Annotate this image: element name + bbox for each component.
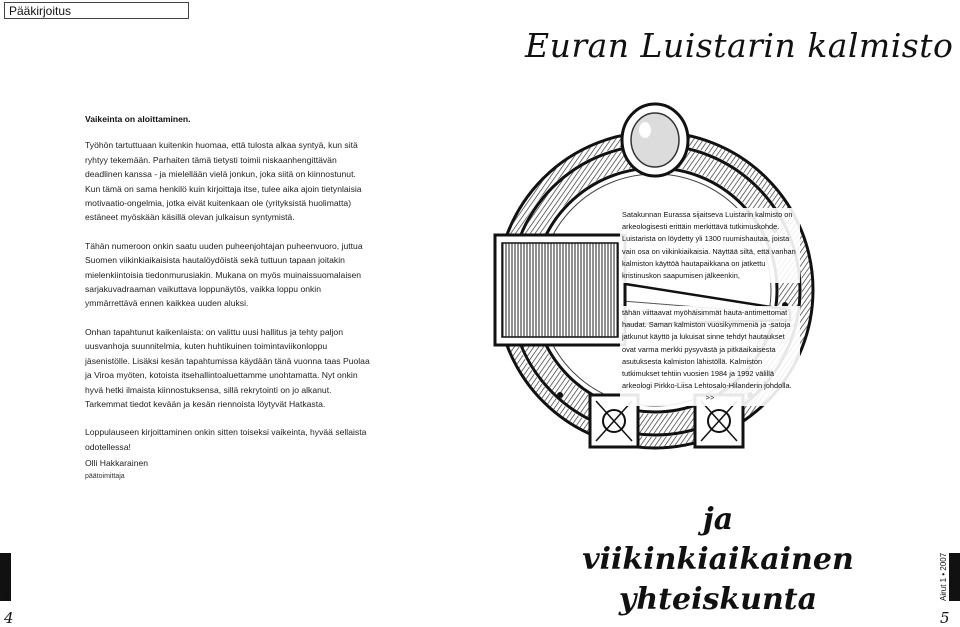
page-number-right: 5 <box>940 609 950 627</box>
article-title: Euran Luistarin kalmisto <box>525 26 954 65</box>
editorial-paragraph-3: Onhan tapahtunut kaikenlaista: on valittu uusi hallitus ja tehty paljon uusvanhoja suunnitelmia, kuten huhtikuinen toimintaviikonloppu jäsenistölle. Lisäksi kesän tapahtumissa käydään tänä vuonna taas Puolaa ja Viroa myöten, kotoista itsehallintoaluettamme unohtamatta. Nyt onkin hyvä hetki ilmaista kiinnostuksensa, sillä rekrytointi on jo alkanut. Tarkemmat tiedot kevään ja kesän riennoista löytyvät Hatkasta. <box>85 326 370 409</box>
issue-label-left: Airut 1 • 2007 <box>2 552 11 601</box>
continue-arrow: >> <box>705 393 715 403</box>
caption-lower <box>620 306 800 406</box>
editorial-paragraph-1: Työhön tartuttuaan kuitenkin huomaa, että tulosta alkaa syntyä, kun sitä ryhtyy tekemään. Parhaiten tämä tietysti toimii niskaanhengittävän deadlinen kanssa - ja mielellään vielä jonkun, joka siitä on kiinnostunut. Kun tämä on sama henkilö kuin kirjoittaja itse, tulee aika ajoin tietynlaisia motivaatio-ongelmia, jotka eivät kuitenkaan ole (yrityksistä huolimatta) estäneet myöskään käsillä olevan julkaisun syntymistä. <box>85 140 362 223</box>
editorial-paragraph-4: Loppulauseen kirjoittaminen onkin sitten toiseksi vaikeinta, hyvää sellaista odotellessa! <box>85 427 367 452</box>
editorial-paragraph-2: Tähän numeroon onkin saatu uuden puheenjohtajan puheenvuoro, juttua Suomen viikinkiaikaisista hautalöydöistä sekä tuttuun tapaan joitakin mielenkiintoisia tiedonmurusiakin. Mukana on myös muinaissuomalaisen sarjakuvadraaman vaikuttava loppunäytös, vaikka loppu onkin ymmärrettävä ennen kaikkea uuden aluksi. <box>85 240 363 309</box>
editor-signature: Olli Hakkarainen <box>85 458 149 468</box>
subtitle-line-2: yhteiskunta <box>618 582 818 617</box>
subtitle-line-1: ja viikinkiaikainen <box>582 502 854 577</box>
editorial-column <box>85 112 370 468</box>
issue-bar-right <box>949 553 960 601</box>
penannular-brooch-illustration <box>490 95 820 495</box>
caption-upper <box>620 208 800 283</box>
editor-role: päätoimittaja <box>85 473 125 480</box>
section-tab: Pääkirjoitus <box>4 2 189 19</box>
issue-label-right: Airut 1 • 2007 <box>939 552 948 601</box>
caption-lower-text: tähän viittaavat myöhäisimmät hauta-antimettomat haudat. Saman kalmiston vuosikymmeniä ja -satoja jatkunut käyttö ja lukuisat sinne tehdyt hautaukset ovat varma merkki pysyvästä ja pitkäaikaisesta asutuksesta kalmiston lähistöllä. Kalmiston tutkimukset tehtiin vuosien 1984 ja 1992 välillä arkeologi Pirkko-Liisa Lehtosalo-Hilanderin johdolla. <box>622 308 792 391</box>
editorial-lead: Vaikeinta on aloittaminen. <box>85 114 191 124</box>
page-number-left: 4 <box>4 609 14 627</box>
article-subtitle <box>568 500 868 620</box>
caption-upper-text: Satakunnan Eurassa sijaitseva Luistarin kalmisto on arkeologisesti erittäin merkittävä tutkimuskohde. Luistarista on löydetty yli 1300 ruumishautaa, joista vain osa on viikinkiaikaisia. Näyttää siltä, että vanhan kalmiston käyttöä hautapaikkana on jatkettu kristinuskon saapumisen jälkeenkin, <box>622 210 796 281</box>
